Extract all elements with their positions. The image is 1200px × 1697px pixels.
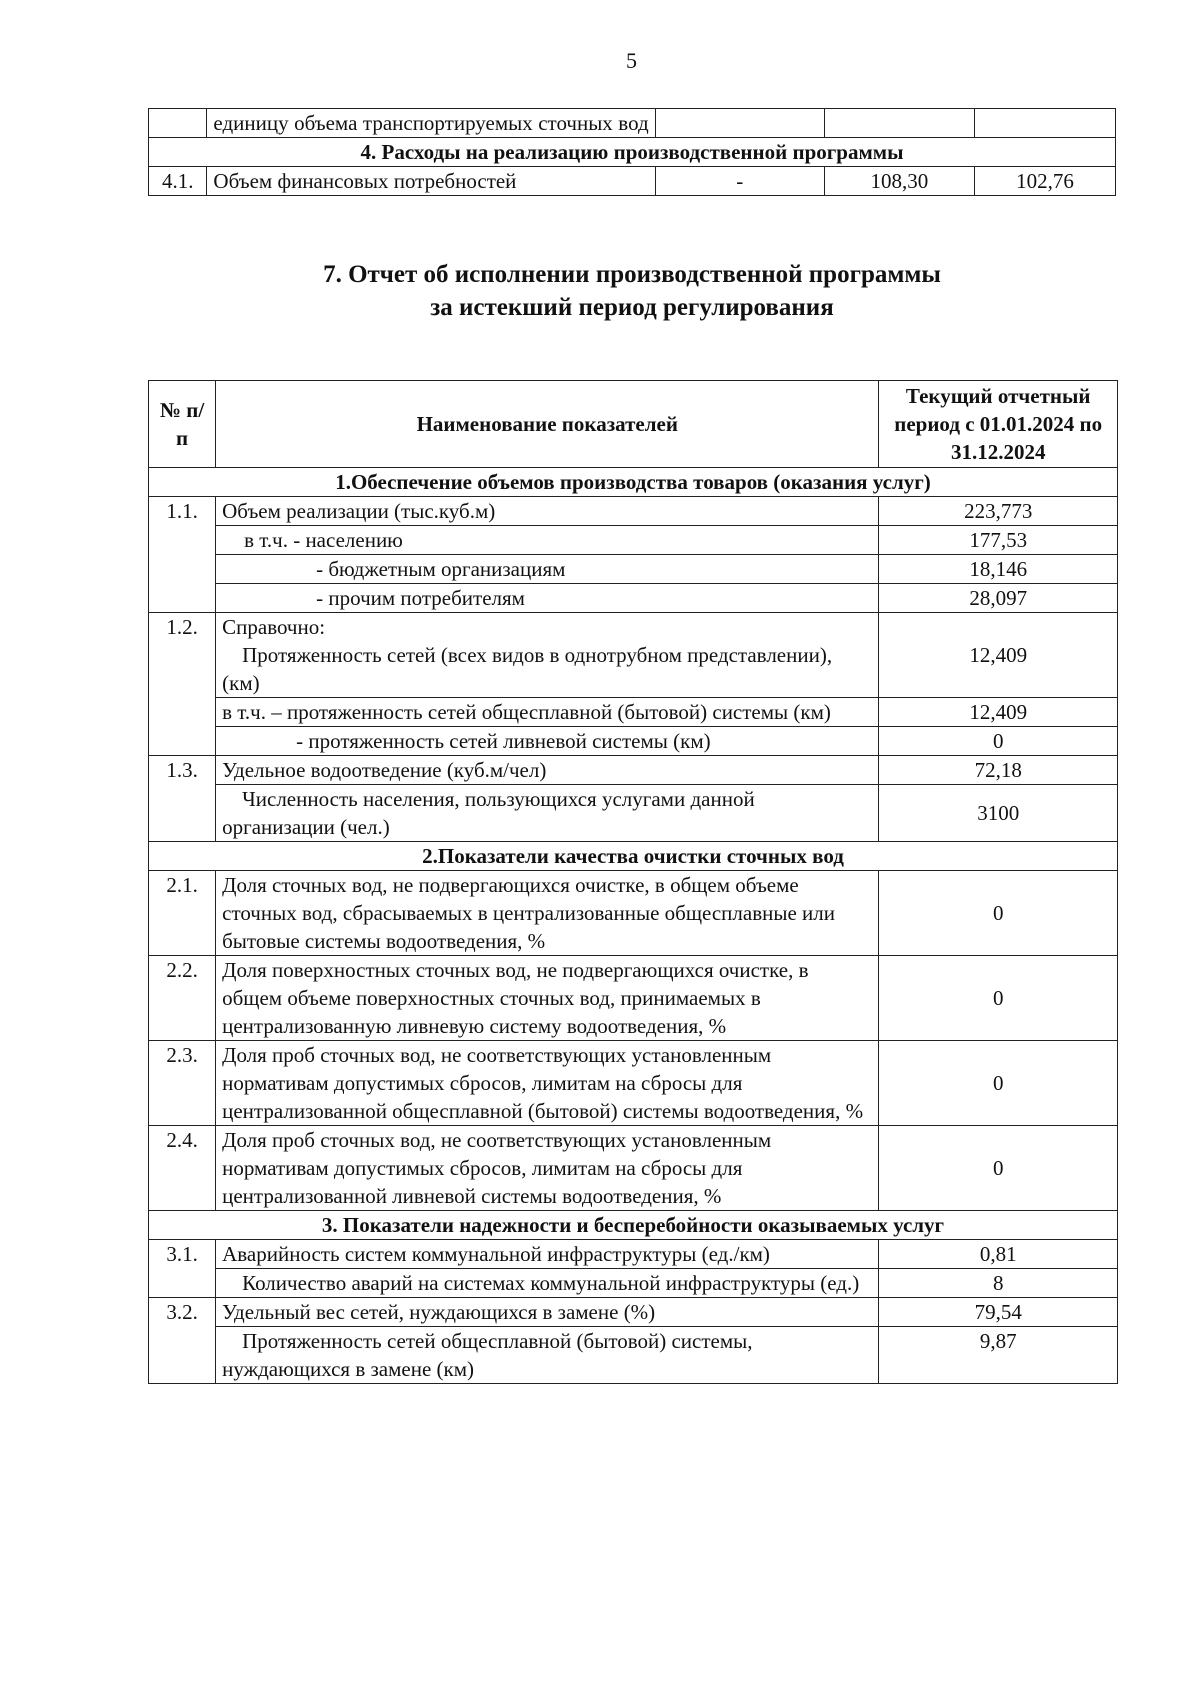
page-number: 5 [626, 48, 637, 73]
value-cell: 72,18 [879, 756, 1118, 785]
header-row [149, 381, 1118, 468]
value-cell: 108,30 [824, 167, 974, 196]
table-row [149, 526, 1118, 555]
name-cell: Доля сточных вод, не подвергающихся очистке, в общем объеме сточных вод, сбрасываемых в централизованные общесплавные или бытовые системы водоотведения, % [216, 871, 879, 956]
num-cell [149, 109, 207, 138]
report-title-line2: за истекший период регулирования [430, 294, 834, 321]
name-cell: Объем финансовых потребностей [207, 167, 655, 196]
header-num: № п/п [149, 381, 216, 468]
name-cell: - протяженность сетей ливневой системы (км) [216, 727, 879, 756]
table-row [149, 785, 1118, 842]
num-cell: 2.3. [149, 1041, 216, 1126]
table-row [149, 871, 1118, 956]
num-cell: 2.2. [149, 956, 216, 1041]
value-cell: 18,146 [879, 555, 1118, 584]
value-cell: 12,409 [879, 613, 1118, 698]
value-cell: 12,409 [879, 698, 1118, 727]
value-cell: 223,773 [879, 497, 1118, 526]
table-row [149, 1327, 1118, 1384]
name-cell: Удельный вес сетей, нуждающихся в замене (%) [216, 1298, 879, 1327]
name-cell: Доля поверхностных сточных вод, не подвергающихся очистке, в общем объеме поверхностных сточных вод, принимаемых в централизованную ливневую систему водоотведения, % [216, 956, 879, 1041]
name-cell: в т.ч. - населению [216, 526, 879, 555]
section-row [149, 138, 1116, 167]
table-row [149, 1126, 1118, 1211]
section-row [149, 1211, 1118, 1240]
table-row [149, 1240, 1118, 1269]
table-row [149, 109, 1116, 138]
report-title-line1: 7. Отчет об исполнении производственной программы [323, 261, 941, 288]
value-cell: 28,097 [879, 584, 1118, 613]
num-cell: 3.2. [149, 1298, 216, 1384]
value-cell [974, 109, 1115, 138]
value-cell: 0 [879, 1041, 1118, 1126]
table-row [149, 613, 1118, 698]
table-row [149, 167, 1116, 196]
value-cell: 8 [879, 1269, 1118, 1298]
value-cell: 177,53 [879, 526, 1118, 555]
report-title [148, 258, 1116, 324]
value-cell [824, 109, 974, 138]
name-cell: Удельное водоотведение (куб.м/чел) [216, 756, 879, 785]
section-heading: 3. Показатели надежности и бесперебойности оказываемых услуг [149, 1211, 1118, 1240]
report-table [148, 380, 1118, 1384]
table-row [149, 1269, 1118, 1298]
name-cell: - прочим потребителям [216, 584, 879, 613]
section-heading: 1.Обеспечение объемов производства товаров (оказания услуг) [149, 468, 1118, 497]
header-period: Текущий отчетный период с 01.01.2024 по 31.12.2024 [879, 381, 1118, 468]
value-cell: 3100 [879, 785, 1118, 842]
table-row [149, 756, 1118, 785]
value-cell: 0 [879, 956, 1118, 1041]
name-cell: единицу объема транспортируемых сточных вод [207, 109, 655, 138]
name-cell: Численность населения, пользующихся услугами данной организации (чел.) [216, 785, 879, 842]
section-heading: 4. Расходы на реализацию производственной программы [149, 138, 1116, 167]
num-cell: 2.4. [149, 1126, 216, 1211]
section-row [149, 842, 1118, 871]
value-cell: 0,81 [879, 1240, 1118, 1269]
table-row [149, 497, 1118, 526]
name-cell: Доля проб сточных вод, не соответствующих установленным нормативам допустимых сбросов, лимитам на сбросы для централизованной ливневой системы водоотведения, % [216, 1126, 879, 1211]
name-cell: в т.ч. – протяженность сетей общесплавной (бытовой) системы (км) [216, 698, 879, 727]
section-row [149, 468, 1118, 497]
value-cell: 79,54 [879, 1298, 1118, 1327]
num-cell: 1.2. [149, 613, 216, 756]
table-row [149, 698, 1118, 727]
value-cell: 102,76 [974, 167, 1115, 196]
num-cell: 1.1. [149, 497, 216, 613]
name-cell: Объем реализации (тыс.куб.м) [216, 497, 879, 526]
num-cell: 4.1. [149, 167, 207, 196]
name-cell: Количество аварий на системах коммунальной инфраструктуры (ед.) [216, 1269, 879, 1298]
name-cell: Доля проб сточных вод, не соответствующих установленным нормативам допустимых сбросов, лимитам на сбросы для централизованной общесплавной (бытовой) системы водоотведения, % [216, 1041, 879, 1126]
name-label: Справочно: [222, 615, 326, 639]
num-cell: 3.1. [149, 1240, 216, 1298]
name-cell [216, 613, 879, 698]
header-name: Наименование показателей [216, 381, 879, 468]
name-cell: - бюджетным организациям [216, 555, 879, 584]
table-row [149, 727, 1118, 756]
name-cell: Аварийность систем коммунальной инфраструктуры (ед./км) [216, 1240, 879, 1269]
section-heading: 2.Показатели качества очистки сточных вод [149, 842, 1118, 871]
value-cell: 9,87 [879, 1327, 1118, 1384]
table-row [149, 956, 1118, 1041]
value-cell: - [655, 167, 824, 196]
table-row [149, 1298, 1118, 1327]
value-cell: 0 [879, 1126, 1118, 1211]
num-cell: 1.3. [149, 756, 216, 842]
table-row [149, 555, 1118, 584]
num-cell: 2.1. [149, 871, 216, 956]
table-row [149, 584, 1118, 613]
value-cell: 0 [879, 871, 1118, 956]
name-cell: Протяженность сетей общесплавной (бытовой) системы, нуждающихся в замене (км) [216, 1327, 879, 1384]
program-costs-table [148, 108, 1116, 196]
name-text: Протяженность сетей (всех видов в однотрубном представлении), (км) [222, 643, 833, 695]
table-row [149, 1041, 1118, 1126]
value-cell: 0 [879, 727, 1118, 756]
value-cell [655, 109, 824, 138]
